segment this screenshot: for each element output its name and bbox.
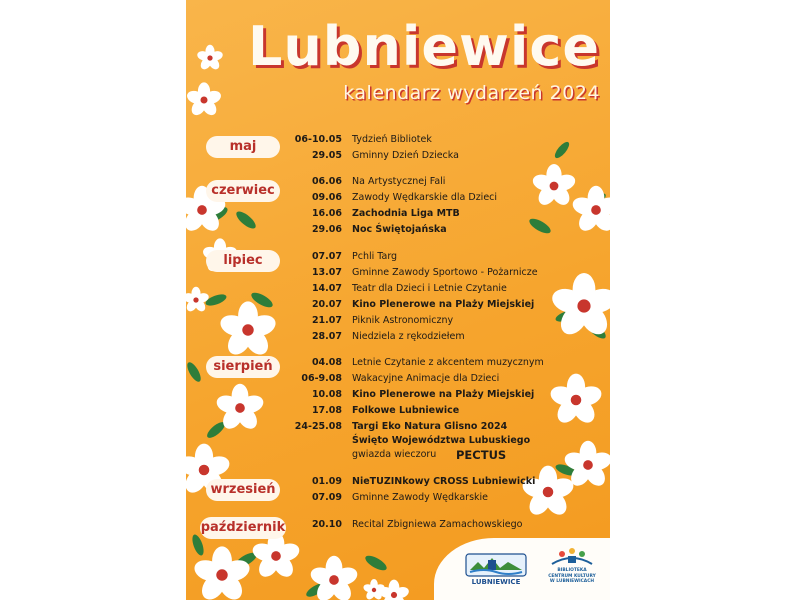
daisy-icon: [186, 287, 210, 314]
event-name: Tydzień Bibliotek: [352, 134, 432, 145]
event-name: Na Artystycznej Fali: [352, 176, 446, 187]
event-name: Piknik Astronomiczny: [352, 315, 454, 326]
event-name: Gminne Zawody Wędkarskie: [352, 492, 489, 503]
event-row: [284, 474, 604, 490]
event-date: 09.06: [311, 192, 342, 203]
event-name: Zawody Wędkarskie dla Dzieci: [352, 192, 498, 203]
event-name: Teatr dla Dzieci i Letnie Czytanie: [352, 283, 507, 294]
event-row: [284, 206, 604, 222]
event-date: 20.07: [311, 299, 342, 310]
town-emblem-icon: [464, 550, 528, 578]
event-name: Pchli Targ: [352, 251, 398, 262]
event-date: 17.08: [311, 405, 342, 416]
poster-title: Lubniewice: [247, 15, 601, 78]
event-date: 01.09: [311, 476, 342, 487]
month-label-lipiec: lipiec: [206, 250, 280, 272]
library-line-2: CENTRUM KULTURY: [548, 573, 596, 579]
sponsor-logos: [434, 538, 610, 600]
lubniewice-logo: [464, 550, 528, 590]
event-row: [284, 265, 604, 281]
event-date: 28.07: [311, 331, 342, 342]
event-poster: [186, 0, 610, 600]
event-row: [284, 222, 604, 238]
library-book-icon: [544, 546, 600, 568]
event-name: Kino Plenerowe na Plaży Miejskiej: [352, 299, 535, 310]
event-name: Kino Plenerowe na Plaży Miejskiej: [352, 389, 535, 400]
event-date: 10.08: [311, 389, 342, 400]
event-name: Zachodnia Liga MTB: [352, 208, 460, 219]
event-row: [284, 313, 604, 329]
event-name: Recital Zbigniewa Zamachowskiego: [352, 519, 523, 530]
event-date: 07.07: [311, 251, 342, 262]
event-row: [284, 355, 604, 371]
daisy-icon: [250, 532, 301, 581]
event-name: Gminne Zawody Sportowo - Pożarnicze: [352, 267, 538, 278]
month-label-wrzesien: wrzesień: [206, 479, 280, 501]
event-row: [284, 371, 604, 387]
daisy-icon: [218, 301, 279, 359]
month-label-czerwiec: czerwiec: [206, 180, 280, 202]
event-row: [284, 403, 604, 419]
leaf-icon: [363, 553, 389, 573]
event-row: [284, 148, 604, 164]
event-date: 21.07: [311, 315, 342, 326]
event-date: 24-25.08: [294, 421, 342, 432]
event-date: 13.07: [311, 267, 342, 278]
event-row: [284, 329, 604, 345]
event-row: [284, 190, 604, 206]
event-name: Wakacyjne Animacje dla Dzieci: [352, 373, 500, 384]
event-date: 04.08: [311, 357, 342, 368]
event-row: [284, 174, 604, 190]
event-date: 14.07: [311, 283, 342, 294]
event-name: Letnie Czytanie z akcentem muzycznym: [352, 357, 544, 368]
library-logo: [544, 546, 600, 594]
leaf-icon: [204, 292, 228, 308]
library-line-1: BIBLIOTEKA: [557, 568, 587, 573]
daisy-icon: [186, 82, 223, 117]
month-label-maj: maj: [206, 136, 280, 158]
leaf-icon: [234, 209, 259, 232]
month-label-sierpien: sierpień: [206, 356, 280, 378]
event-row: [284, 490, 604, 506]
event-name: gwiazda wieczoru: [352, 449, 437, 460]
event-date: 29.06: [311, 224, 342, 235]
event-date: 06-9.08: [301, 373, 342, 384]
event-date: 20.10: [311, 519, 342, 530]
event-date: 06-10.05: [294, 134, 342, 145]
event-name: Noc Świętojańska: [352, 224, 447, 235]
event-row: [284, 387, 604, 403]
library-logo-text: [544, 568, 600, 585]
event-name: Święto Województwa Lubuskiego: [352, 435, 531, 446]
event-date: 16.06: [311, 208, 342, 219]
event-date: 07.09: [311, 492, 342, 503]
event-row: [284, 297, 604, 313]
event-row: [284, 517, 604, 533]
daisy-icon: [196, 45, 224, 72]
daisy-icon: [362, 579, 385, 600]
event-date: 06.06: [311, 176, 342, 187]
library-line-3: W LUBNIEWICACH: [549, 579, 595, 584]
event-headliner: PECTUS: [456, 448, 507, 462]
event-name: Targi Eko Natura Glisno 2024: [352, 421, 508, 432]
event-name: Niedziela z rękodziełem: [352, 331, 465, 342]
month-label-pazdziernik: październik: [200, 517, 286, 539]
poster-subtitle: kalendarz wydarzeń 2024: [343, 82, 600, 104]
lubniewice-logo-text: LUBNIEWICE: [471, 578, 521, 586]
event-date: 29.05: [311, 150, 342, 161]
event-row: [284, 447, 604, 463]
event-row: [284, 281, 604, 297]
event-name: NieTUZINkowy CROSS Lubniewicki: [352, 476, 536, 487]
leaf-icon: [186, 360, 203, 383]
event-name: Folkowe Lubniewice: [352, 405, 460, 416]
event-row: [284, 249, 604, 265]
event-row: [284, 132, 604, 148]
event-name: Gminny Dzień Dziecka: [352, 150, 459, 161]
